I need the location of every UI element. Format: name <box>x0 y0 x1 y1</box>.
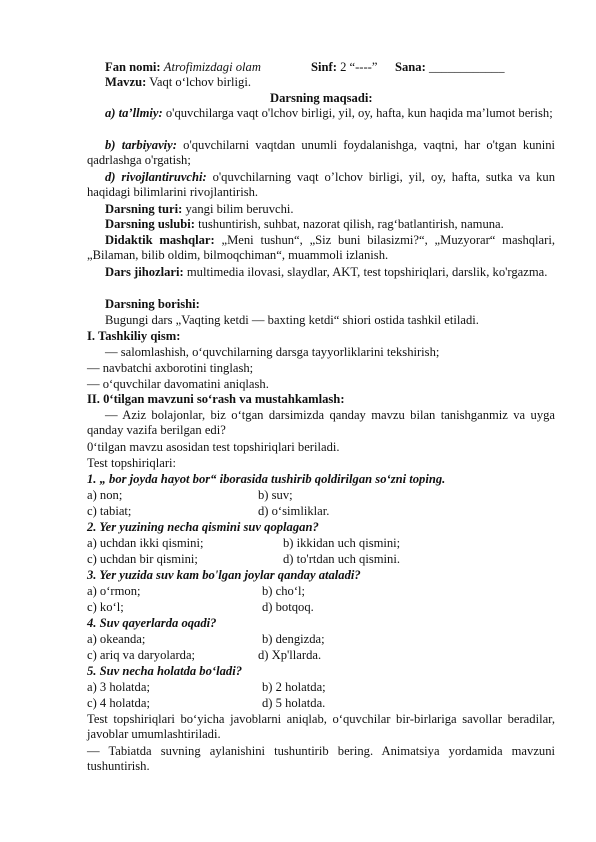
date-value: ____________ <box>428 60 505 74</box>
date-field <box>395 60 505 75</box>
goal-upbringing-label: b) tarbiyaviy: <box>105 138 177 152</box>
lesson-type <box>105 202 294 217</box>
grade-label: Sinf: <box>311 60 337 74</box>
section-1-item: — o‘quvchilar davomatini aniqlash. <box>87 377 269 391</box>
test-option: d) Xp'llarda. <box>258 648 322 662</box>
lesson-type-value: yangi bilim beruvchi. <box>185 202 294 216</box>
test-option: d) to'rtdan uch qismini. <box>283 552 400 566</box>
test-option: b) 2 holatda; <box>262 680 326 694</box>
header-line <box>105 60 261 75</box>
test-question: 4. Suv qayerlarda oqadi? <box>87 616 217 630</box>
goal-developmental <box>87 170 555 201</box>
test-option: d) botqoq. <box>262 600 314 614</box>
test-option: b) dengizda; <box>262 632 325 646</box>
goal-developmental-text: o'quvchilarning vaqt o’lchov birligi, yil, oy, hafta, sutka va kun haqidagi bilimlarini rivojlantirish. <box>87 170 555 200</box>
date-label: Sana: <box>395 60 426 74</box>
test-option: c) uchdan bir qismini; <box>87 552 198 566</box>
goal-upbringing <box>87 138 555 169</box>
subject-value: Atrofimizdagi olam <box>163 60 261 74</box>
lesson-type-label: Darsning turi: <box>105 202 183 216</box>
didactic-label: Didaktik mashqlar: <box>105 233 215 247</box>
section-2-note: 0‘tilgan mavzu asosidan test topshiriqlari beriladi. <box>87 440 340 454</box>
test-option: c) ariq va daryolarda; <box>87 648 196 662</box>
test-option: c) 4 holatda; <box>87 696 150 710</box>
test-option: b) cho‘l; <box>262 584 306 598</box>
test-question: 5. Suv necha holatda bo‘ladi? <box>87 664 242 678</box>
lesson-method-value: tushuntirish, suhbat, nazorat qilish, rag‘batlantirish, namuna. <box>198 217 504 231</box>
test-option: a) o‘rmon; <box>87 584 141 598</box>
test-option: b) ikkidan uch qismini; <box>283 536 401 550</box>
equipment-label: Dars jihozlari: <box>105 265 184 279</box>
didactic-exercises <box>87 233 555 264</box>
topic-label: Mavzu: <box>105 75 147 89</box>
equipment-value: multimedia ilovasi, slaydlar, AKT, test topshiriqlari, darslik, ko'rgazma. <box>186 265 548 279</box>
test-question: 1. „ bor joyda hayot bor“ iborasida tushirib qoldirilgan so‘zni toping. <box>87 472 446 486</box>
goals-title: Darsning maqsadi: <box>270 91 373 105</box>
section-1-title: I. Tashkiliy qism: <box>87 329 181 343</box>
test-option: d) 5 holatda. <box>262 696 326 710</box>
test-question: 3. Yer yuzida suv kam bo'lgan joylar qanday ataladi? <box>87 568 361 582</box>
test-option: b) suv; <box>258 488 293 502</box>
didactic-value: „Meni tushun“, „Siz buni bilasizmi?“, „Muzyorar“ mashqlari, „Bilaman, bilib oldim, bilmoqchiman“, muammoli izlanish. <box>87 233 555 263</box>
section-2-title: II. 0‘tilgan mavzuni so‘rash va mustahkamlash: <box>87 392 345 406</box>
test-option: a) okeanda; <box>87 632 146 646</box>
section-1-item: — navbatchi axborotini tinglash; <box>87 361 254 375</box>
grade-value: 2 “----” <box>340 60 378 74</box>
section-1-item: — salomlashish, o‘quvchilarning darsga tayyorliklarini tekshirish; <box>105 345 440 359</box>
goal-educational <box>87 106 555 121</box>
goal-educational-label: a) ta’llmiy: <box>105 106 163 120</box>
goal-upbringing-text: o'quvchilarni vaqtdan unumli foydalanishga, vaqtni, har o'tgan kunini qadrlashga o'rgatish; <box>87 138 556 168</box>
test-option: d) o‘simliklar. <box>258 504 330 518</box>
goal-developmental-label: d) rivojlantiruvchi: <box>105 170 207 184</box>
test-option: c) tabiat; <box>87 504 132 518</box>
grade-field <box>311 60 377 75</box>
section-2-question: — Aziz bolajonlar, biz o‘tgan darsimizda qanday mavzu bilan tanishganmiz va uyga qanday vazifa berilgan edi? <box>87 408 555 438</box>
closing-paragraph: — Tabiatda suvning aylanishini tushuntirib bering. Animatsiya yordamida mavzuni tushuntirish. <box>87 744 555 774</box>
test-option: a) 3 holatda; <box>87 680 150 694</box>
tests-title: Test topshiriqlari: <box>87 456 177 470</box>
topic-line <box>105 75 251 90</box>
closing-paragraph: Test topshiriqlari bo‘yicha javoblarni aniqlab, o‘quvchilar bir-birlariga savollar beradilar, javoblar umumlashtiriladi. <box>87 712 555 742</box>
goal-educational-text: o'quvchilarga vaqt o'lchov birligi, yil, oy, hafta, kun haqida ma’lumot berish; <box>165 106 553 120</box>
lesson-flow-title: Darsning borishi: <box>105 297 200 311</box>
test-option: a) non; <box>87 488 123 502</box>
subject-label: Fan nomi: <box>105 60 161 74</box>
lesson-method-label: Darsning uslubi: <box>105 217 195 231</box>
test-option: c) ko‘l; <box>87 600 124 614</box>
topic-value: Vaqt o‘lchov birligi. <box>149 75 251 89</box>
test-option: a) uchdan ikki qismini; <box>87 536 204 550</box>
lesson-flow-intro: Bugungi dars „Vaqting ketdi — baxting ketdi“ shiori ostida tashkil etiladi. <box>105 313 479 327</box>
lesson-method <box>105 217 504 232</box>
test-question: 2. Yer yuzining necha qismini suv qoplagan? <box>87 520 319 534</box>
lesson-equipment <box>87 265 555 280</box>
